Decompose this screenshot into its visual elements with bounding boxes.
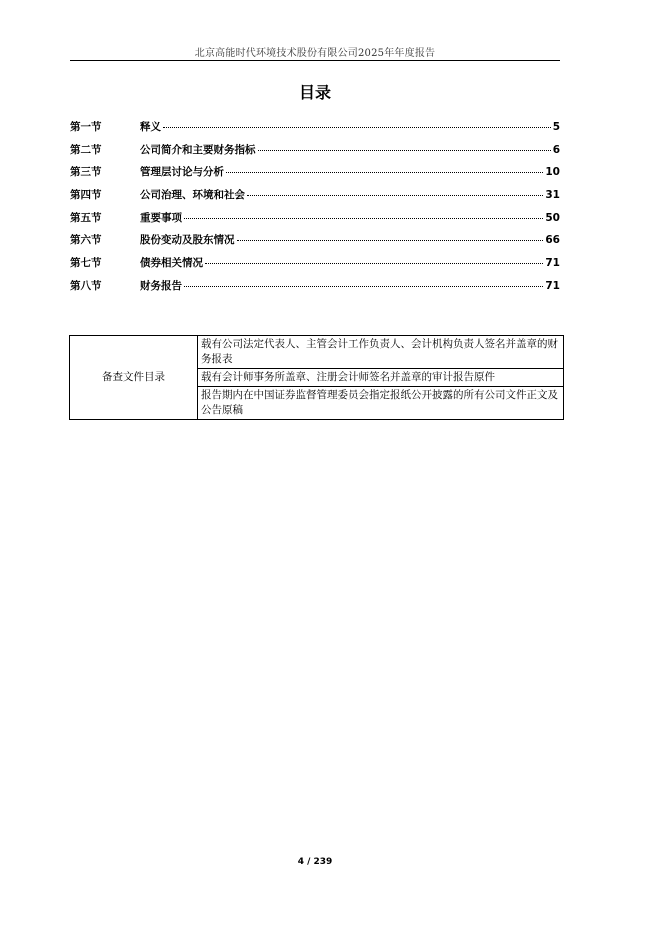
toc-section-number: 第一节 [70,121,102,133]
toc-entry[interactable] [70,187,560,210]
toc-leader-dots [184,218,543,219]
toc-entry[interactable] [70,278,560,301]
toc-entry[interactable] [70,142,560,165]
toc-section-title: 公司治理、环境和社会 [140,189,245,202]
page-title: 目录 [298,83,331,102]
toc-leader-dots [163,127,551,128]
toc-section-number: 第六节 [70,234,102,247]
table-of-contents [70,119,560,301]
toc-entry[interactable] [70,255,560,278]
toc-section-number: 第八节 [70,279,102,292]
toc-page-number: 10 [545,166,560,179]
toc-entry[interactable] [70,164,560,187]
toc-section-title: 财务报告 [140,279,182,292]
toc-section-title: 重要事项 [140,211,182,224]
toc-section-number: 第七节 [70,257,102,270]
toc-section-title: 释义 [140,121,161,133]
toc-entry[interactable] [70,232,560,255]
toc-section-number: 第三节 [70,166,102,179]
toc-section-title: 管理层讨论与分析 [140,166,224,179]
page-number-footer: 4 / 239 [297,857,333,867]
toc-section-number: 第四节 [70,189,102,202]
reference-table-label: 备查文件目录 [70,336,198,420]
toc-page-number: 71 [545,279,560,292]
toc-entry[interactable] [70,119,560,142]
toc-leader-dots [247,195,543,196]
toc-entry[interactable] [70,210,560,233]
reference-item: 载有会计师事务所盖章、注册会计师签名并盖章的审计报告原件 [198,369,564,387]
toc-section-number: 第五节 [70,211,102,224]
toc-section-title: 公司简介和主要财务指标 [140,143,256,156]
reference-documents-table [69,335,564,420]
reference-item: 报告期内在中国证券监督管理委员会指定报纸公开披露的所有公司文件正文及公告原稿 [198,387,564,420]
page-header: 北京高能时代环境技术股份有限公司2025年年度报告 [194,48,436,59]
toc-leader-dots [258,150,551,151]
toc-section-number: 第二节 [70,143,102,156]
reference-item: 载有公司法定代表人、主管会计工作负责人、会计机构负责人签名并盖章的财务报表 [198,336,564,369]
toc-section-title: 债券相关情况 [140,257,203,270]
toc-leader-dots [226,172,543,173]
toc-page-number: 71 [545,257,560,270]
toc-page-number: 31 [545,189,560,202]
toc-page-number: 5 [552,121,560,133]
toc-page-number: 66 [545,234,560,247]
header-divider [70,60,560,61]
toc-section-title: 股份变动及股东情况 [140,234,235,247]
toc-page-number: 50 [545,211,560,224]
toc-leader-dots [205,263,543,264]
toc-page-number: 6 [552,143,560,156]
toc-leader-dots [237,240,544,241]
toc-leader-dots [184,286,543,287]
table-row [70,336,564,369]
